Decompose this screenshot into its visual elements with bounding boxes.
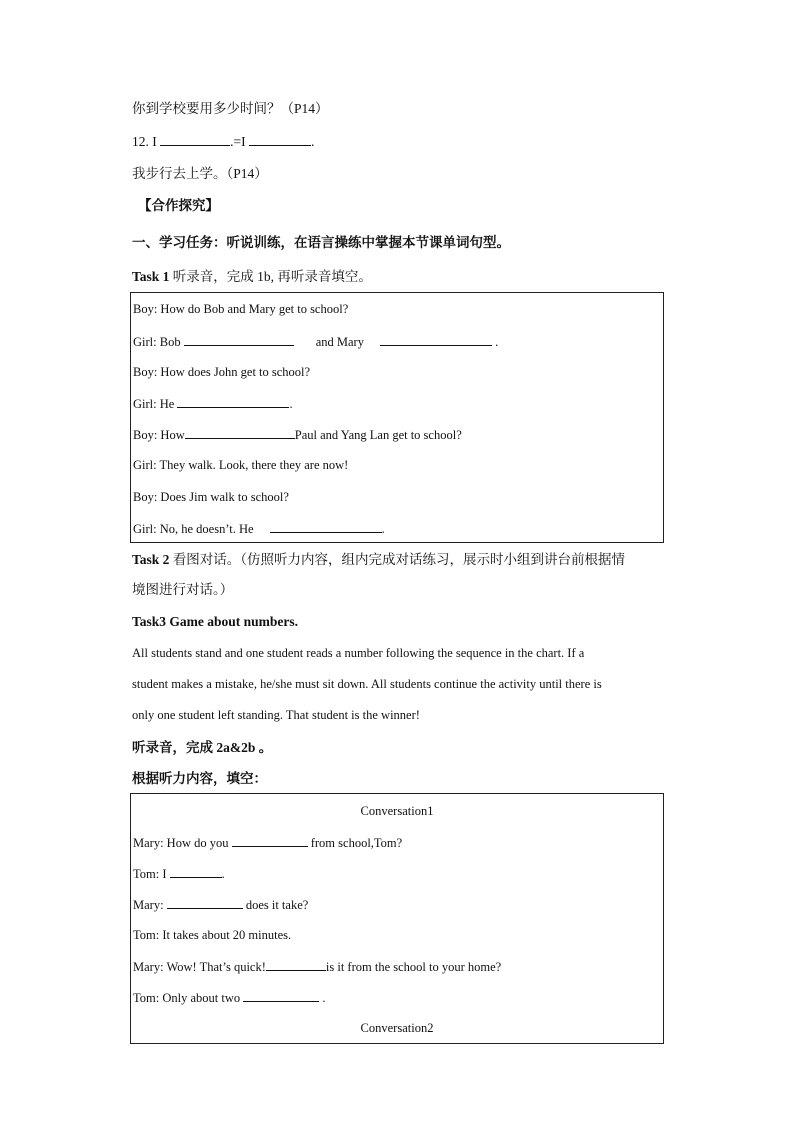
dialogue-text: . [221, 867, 225, 881]
answer-blank[interactable] [160, 133, 230, 146]
dialogue-text: and Mary [315, 335, 364, 349]
task1-instruction [132, 268, 372, 286]
dialogue-line [133, 520, 385, 537]
item-12 [132, 133, 314, 151]
dialogue-text: Boy: How [133, 428, 185, 442]
dialogue-text: Paul and Yang Lan get to school? [294, 428, 462, 442]
dialogue-text: . [289, 397, 293, 411]
answer-blank[interactable] [380, 333, 492, 346]
answer-blank[interactable] [243, 989, 319, 1002]
dialogue-line [133, 989, 325, 1006]
dialogue-text: Tom: Only about two [133, 991, 244, 1005]
answer-blank[interactable] [185, 426, 295, 439]
dialogue-line [133, 395, 293, 412]
task2-instruction [132, 551, 625, 569]
task2-instruction-cont: 境图进行对话。） [132, 582, 234, 597]
answer-blank[interactable] [270, 520, 382, 533]
dialogue-text: Mary: Wow! That’s quick! [133, 960, 266, 974]
answer-blank[interactable] [232, 834, 308, 847]
dialogue-text: does it take? [242, 898, 309, 912]
dialogue-line: Girl: They walk. Look, there they are now! [133, 458, 349, 472]
answer-blank[interactable] [170, 865, 222, 878]
task3-rule-line: student makes a mistake, he/she must sit down. All students continue the activity until there is [132, 677, 602, 691]
task2-title: Task 2 [132, 552, 170, 567]
dialogue-text: Tom: I [133, 867, 170, 881]
dialogue-text: . [381, 522, 385, 536]
dialogue-text: is it from the school to your home? [325, 960, 502, 974]
dialogue-text: Mary: [133, 898, 167, 912]
conversation2-title: Conversation2 [360, 1021, 434, 1035]
dialogue-line [133, 896, 308, 913]
answer-blank[interactable] [177, 395, 289, 408]
task3-rule-line: only one student left standing. That student is the winner! [132, 708, 420, 722]
answer-blank[interactable] [184, 333, 294, 346]
task1-title: Task 1 [132, 269, 170, 284]
dialogue-text: Mary: How do you [133, 836, 232, 850]
dialogue-line [133, 333, 498, 350]
dialogue-line: Boy: How do Bob and Mary get to school? [133, 302, 349, 316]
conversation1-title: Conversation1 [360, 804, 434, 818]
dialogue-text: . [319, 991, 326, 1005]
dialogue-text: from school,Tom? [307, 836, 403, 850]
task2-text: 看图对话。（仿照听力内容，组内完成对话练习，展示时小组到讲台前根据情 [169, 552, 626, 567]
answer-blank[interactable] [249, 133, 311, 146]
task1-text: 听录音，完成 1b, 再听录音填空。 [169, 269, 372, 284]
dialogue-line [133, 958, 501, 975]
dialogue-text: Girl: No, he doesn’t. He [133, 522, 254, 536]
dialogue-line: Boy: How does John get to school? [133, 365, 311, 379]
dialogue-text: Girl: Bob [133, 335, 184, 349]
item-12-mid: .=I [230, 134, 249, 149]
listen-instruction: 听录音，完成 2a&2b 。 [132, 740, 273, 755]
dialogue-line [133, 865, 225, 882]
task3-title: Task3 Game about numbers. [132, 614, 299, 629]
task3-rule-line: All students stand and one student reads a number following the sequence in the chart. If a [132, 646, 585, 660]
dialogue-box-1 [130, 292, 664, 543]
question-how-long: 你到学校要用多少时间？（P14） [132, 101, 329, 116]
item-12-end: . [310, 134, 315, 149]
dialogue-line [133, 426, 462, 443]
task-heading: 一、学习任务：听说训练，在语言操练中掌握本节课单词句型。 [132, 235, 510, 250]
sentence-walk-to-school: 我步行去上学。（P14） [132, 166, 268, 181]
dialogue-text: . [491, 335, 499, 349]
dialogue-text: Girl: He [133, 397, 178, 411]
dialogue-line [133, 834, 402, 851]
answer-blank[interactable] [266, 958, 326, 971]
item-12-prefix: 12. I [132, 134, 161, 149]
dialogue-line: Tom: It takes about 20 minutes. [133, 928, 292, 942]
fill-instruction: 根据听力内容，填空： [132, 771, 267, 786]
answer-blank[interactable] [167, 896, 243, 909]
dialogue-line: Boy: Does Jim walk to school? [133, 490, 289, 504]
dialogue-box-2 [130, 793, 664, 1044]
section-cooperative-inquiry: 【合作探究】 [138, 198, 219, 213]
